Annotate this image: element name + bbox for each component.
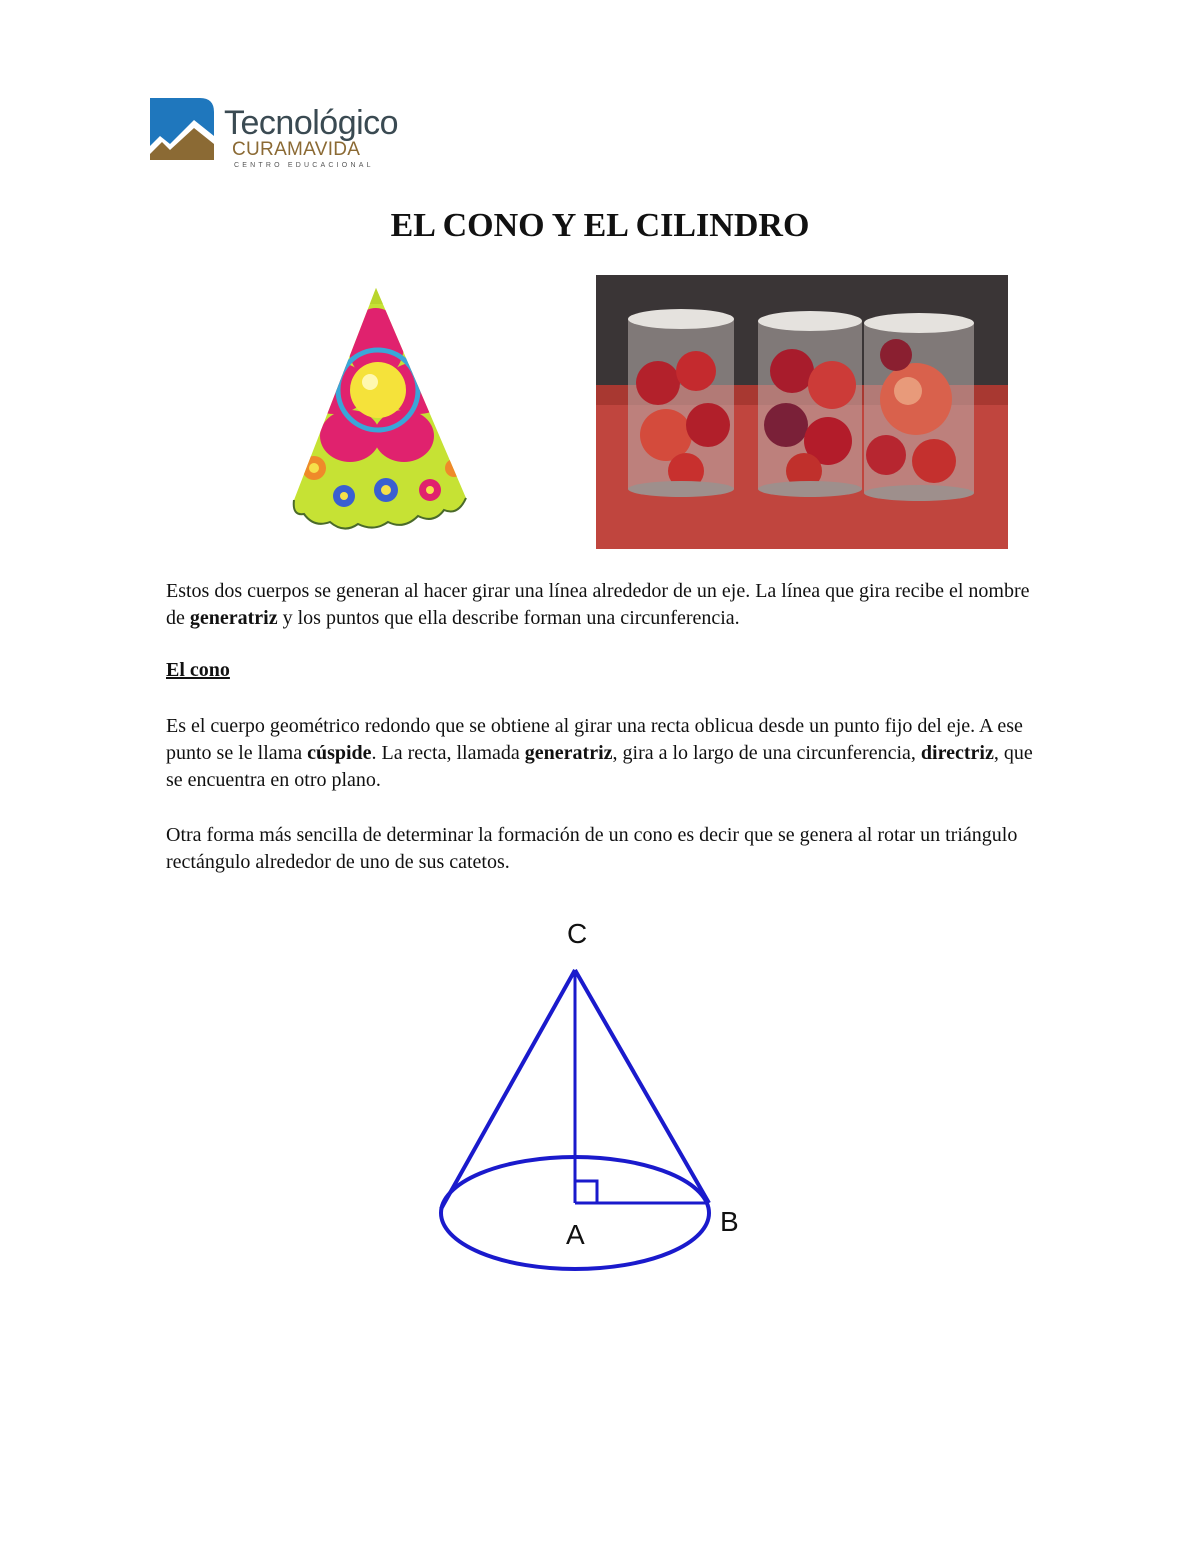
cylinder-jar-3 (864, 313, 974, 501)
cone-definition-paragraph (166, 713, 1046, 794)
term-cuspide: cúspide (307, 742, 372, 764)
term-directriz: directriz (920, 742, 994, 764)
cylinder-jar-2 (758, 311, 862, 497)
definition-text-2: . La recta, llamada (371, 742, 525, 764)
section-heading-cono: El cono (166, 659, 230, 681)
label-apex-c: C (567, 918, 588, 949)
mountain-logo-icon (148, 96, 220, 162)
right-angle-marker (575, 1181, 597, 1203)
definition-text-4: , que se encuentra en otro plano. (166, 742, 1033, 791)
generatrix-left (441, 970, 575, 1209)
definition-text-1: Es el cuerpo geométrico redondo que se obtiene al girar una recta oblicua desde un punto fijo del eje. A ese punto se le llama (166, 715, 1023, 764)
party-hat-cone-image (258, 284, 486, 550)
intro-text-end: y los puntos que ella describe forman una circunferencia. (277, 607, 740, 629)
logo-name: Tecnológico (224, 104, 399, 142)
definition-text-3: , gira a lo largo de una circunferencia, (612, 742, 921, 764)
term-generatriz-2: generatriz (524, 742, 613, 764)
generatrix-right (575, 970, 709, 1203)
label-center-a: A (566, 1219, 585, 1250)
label-edge-b: B (720, 1206, 739, 1237)
term-generatriz: generatriz (189, 607, 278, 629)
logo-subname: CURAMAVIDA (232, 139, 361, 160)
logo-tagline: CENTRO EDUCACIONAL (234, 162, 374, 169)
school-logo (148, 96, 428, 176)
page-title: EL CONO Y EL CILINDRO (390, 207, 810, 244)
intro-paragraph (166, 578, 1046, 632)
fruit-cylinders-image (596, 275, 1008, 549)
intro-text: Estos dos cuerpos se generan al hacer girar una línea alrededor de un eje. La línea que gira recibe el nombre de (166, 580, 1030, 629)
cylinder-jar-1 (628, 309, 734, 497)
cone-diagram (420, 905, 780, 1285)
other-form-paragraph: Otra forma más sencilla de determinar la formación de un cono es decir que se genera al rotar un triángulo rectángulo alrededor de uno de sus catetos. (166, 824, 1018, 873)
